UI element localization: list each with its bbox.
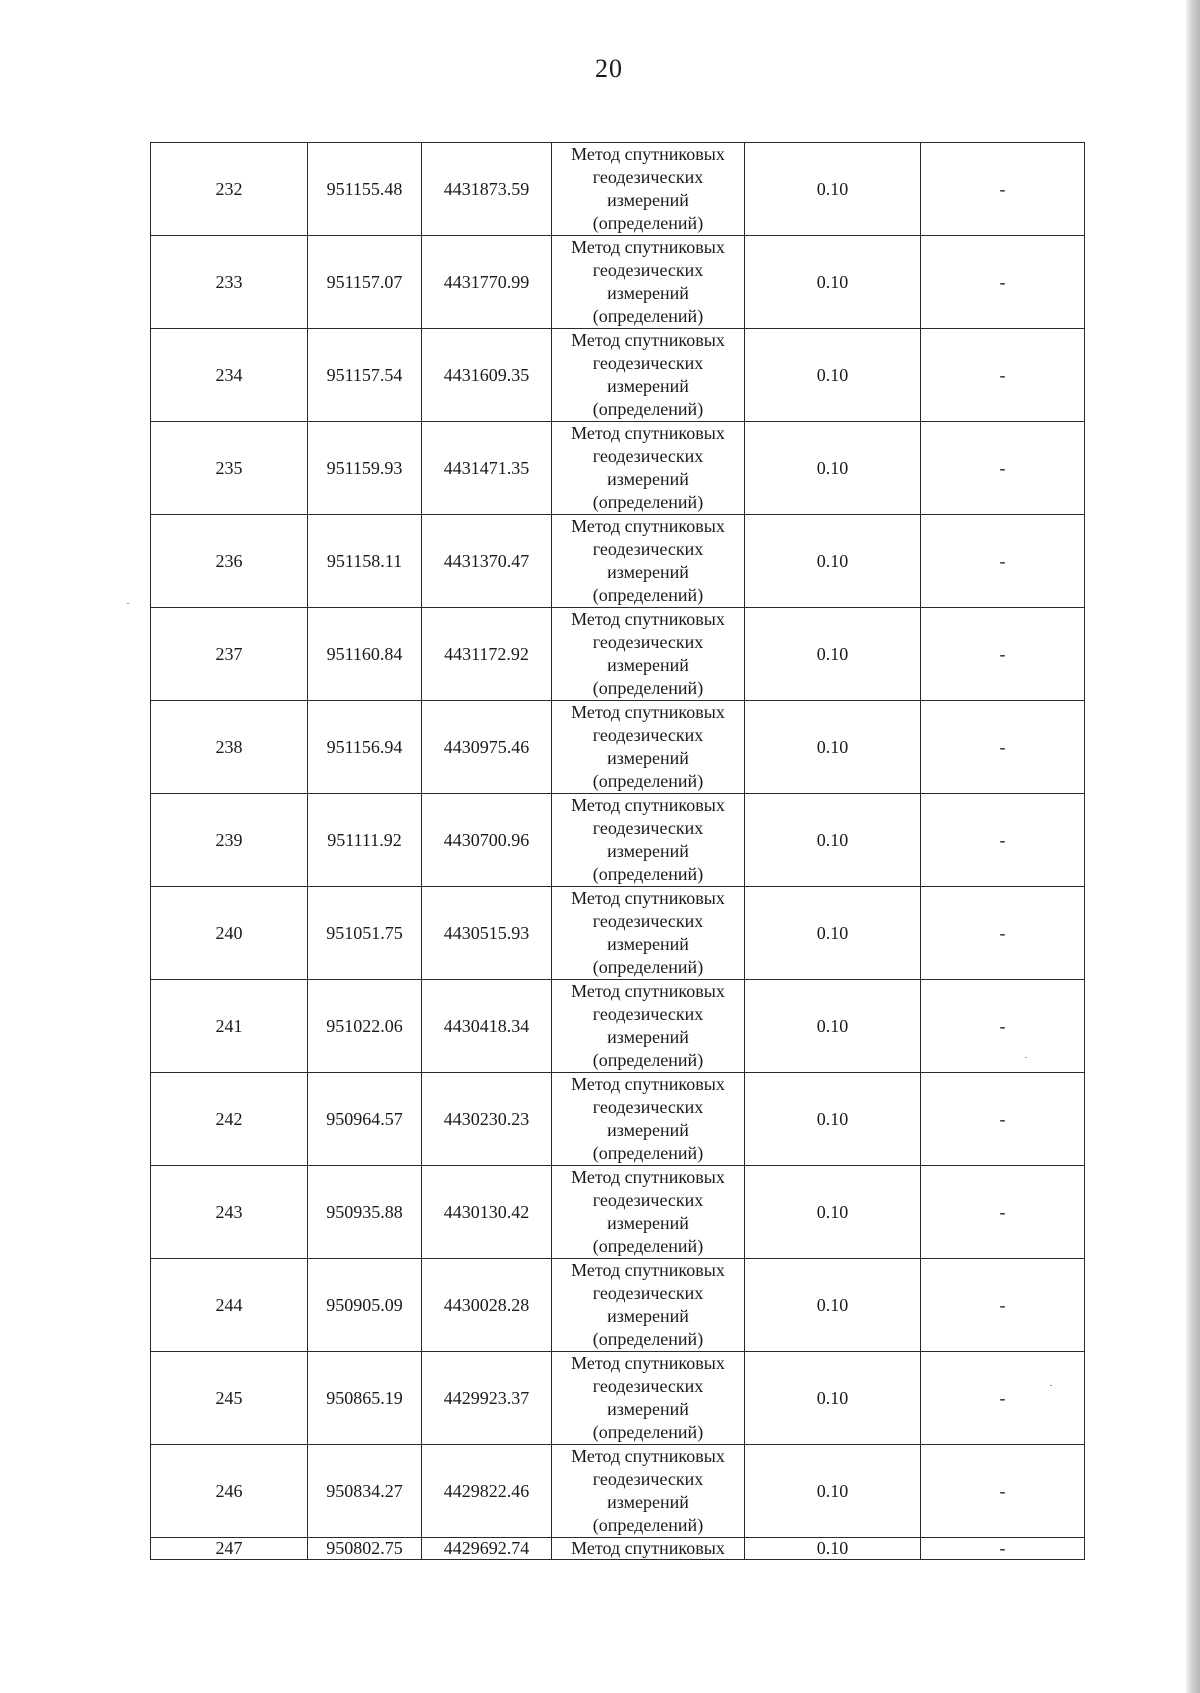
- method-line: геодезических: [592, 446, 704, 466]
- y-coordinate-cell: 4431609.35: [422, 329, 552, 422]
- y-coordinate-cell: 4430028.28: [422, 1259, 552, 1352]
- x-coordinate-cell: 951111.92: [308, 794, 422, 887]
- method-cell: [552, 329, 745, 422]
- y-coordinate-cell: 4430515.93: [422, 887, 552, 980]
- method-line: Метод спутниковых: [571, 1538, 725, 1558]
- x-coordinate-cell: 950905.09: [308, 1259, 422, 1352]
- method-line: измерений: [607, 934, 689, 954]
- y-coordinate-cell: 4431873.59: [422, 143, 552, 236]
- table-row: [151, 608, 1085, 701]
- y-coordinate-cell: 4430700.96: [422, 794, 552, 887]
- description-cell: -: [921, 1166, 1085, 1259]
- method-line: (определений): [592, 1422, 704, 1442]
- method-line: измерений: [607, 376, 689, 396]
- method-line: геодезических: [592, 1004, 704, 1024]
- accuracy-cell: 0.10: [745, 1166, 921, 1259]
- method-cell: [552, 887, 745, 980]
- y-coordinate-cell: 4430975.46: [422, 701, 552, 794]
- table-row: [151, 1352, 1085, 1445]
- x-coordinate-cell: 951155.48: [308, 143, 422, 236]
- point-number-cell: 240: [151, 887, 308, 980]
- method-cell: [552, 1352, 745, 1445]
- description-cell: -: [921, 329, 1085, 422]
- page-number: 20: [595, 54, 623, 83]
- method-line: измерений: [607, 283, 689, 303]
- x-coordinate-cell: 950964.57: [308, 1073, 422, 1166]
- method-line: Метод спутниковых: [571, 144, 725, 164]
- method-cell: [552, 701, 745, 794]
- method-line: (определений): [592, 492, 704, 512]
- method-line: измерений: [607, 748, 689, 768]
- point-number-cell: 244: [151, 1259, 308, 1352]
- method-line: геодезических: [592, 260, 704, 280]
- method-line: геодезических: [592, 1376, 704, 1396]
- method-cell: [552, 980, 745, 1073]
- method-line: (определений): [592, 1143, 704, 1163]
- method-line: измерений: [607, 469, 689, 489]
- accuracy-cell: 0.10: [745, 887, 921, 980]
- table-row: [151, 422, 1085, 515]
- y-coordinate-cell: 4429822.46: [422, 1445, 552, 1538]
- table-row: [151, 887, 1085, 980]
- method-cell: [552, 1073, 745, 1166]
- accuracy-cell: 0.10: [745, 1259, 921, 1352]
- x-coordinate-cell: 950834.27: [308, 1445, 422, 1538]
- method-line: Метод спутниковых: [571, 330, 725, 350]
- x-coordinate-cell: 951022.06: [308, 980, 422, 1073]
- method-line: Метод спутниковых: [571, 1260, 725, 1280]
- method-line: Метод спутниковых: [571, 1074, 725, 1094]
- accuracy-cell: 0.10: [745, 329, 921, 422]
- method-line: Метод спутниковых: [571, 237, 725, 257]
- coordinates-table: [150, 142, 1085, 1560]
- y-coordinate-cell: 4430130.42: [422, 1166, 552, 1259]
- point-number-cell: 243: [151, 1166, 308, 1259]
- table-row: [151, 236, 1085, 329]
- y-coordinate-cell: 4431370.47: [422, 515, 552, 608]
- scan-speck: [1050, 1385, 1052, 1386]
- method-line: геодезических: [592, 1283, 704, 1303]
- y-coordinate-cell: 4429692.74: [422, 1538, 552, 1560]
- method-line: Метод спутниковых: [571, 888, 725, 908]
- method-line: (определений): [592, 585, 704, 605]
- point-number-cell: 241: [151, 980, 308, 1073]
- method-line: (определений): [592, 1329, 704, 1349]
- description-cell: -: [921, 980, 1085, 1073]
- description-cell: -: [921, 794, 1085, 887]
- method-line: измерений: [607, 1306, 689, 1326]
- method-line: (определений): [592, 957, 704, 977]
- method-cell: [552, 794, 745, 887]
- accuracy-cell: 0.10: [745, 422, 921, 515]
- description-cell: -: [921, 608, 1085, 701]
- method-cell: [552, 1259, 745, 1352]
- accuracy-cell: 0.10: [745, 608, 921, 701]
- method-cell: [552, 515, 745, 608]
- method-line: Метод спутниковых: [571, 423, 725, 443]
- method-cell: [552, 1166, 745, 1259]
- accuracy-cell: 0.10: [745, 701, 921, 794]
- method-line: измерений: [607, 190, 689, 210]
- accuracy-cell: 0.10: [745, 1445, 921, 1538]
- table-body: [151, 143, 1085, 1560]
- x-coordinate-cell: 951051.75: [308, 887, 422, 980]
- point-number-cell: 235: [151, 422, 308, 515]
- table-row: [151, 1259, 1085, 1352]
- point-number-cell: 232: [151, 143, 308, 236]
- method-line: геодезических: [592, 353, 704, 373]
- method-line: измерений: [607, 1399, 689, 1419]
- x-coordinate-cell: 951157.54: [308, 329, 422, 422]
- point-number-cell: 233: [151, 236, 308, 329]
- description-cell: -: [921, 422, 1085, 515]
- point-number-cell: 247: [151, 1538, 308, 1560]
- table-row: [151, 980, 1085, 1073]
- table-row: [151, 1538, 1085, 1560]
- description-cell: -: [921, 701, 1085, 794]
- y-coordinate-cell: 4431770.99: [422, 236, 552, 329]
- method-line: (определений): [592, 864, 704, 884]
- method-line: измерений: [607, 841, 689, 861]
- point-number-cell: 245: [151, 1352, 308, 1445]
- y-coordinate-cell: 4429923.37: [422, 1352, 552, 1445]
- y-coordinate-cell: 4431172.92: [422, 608, 552, 701]
- point-number-cell: 242: [151, 1073, 308, 1166]
- method-line: (определений): [592, 678, 704, 698]
- method-line: геодезических: [592, 1469, 704, 1489]
- y-coordinate-cell: 4430418.34: [422, 980, 552, 1073]
- description-cell: -: [921, 515, 1085, 608]
- accuracy-cell: 0.10: [745, 794, 921, 887]
- method-line: (определений): [592, 1515, 704, 1535]
- method-line: геодезических: [592, 632, 704, 652]
- table-row: [151, 794, 1085, 887]
- method-line: измерений: [607, 655, 689, 675]
- x-coordinate-cell: 951157.07: [308, 236, 422, 329]
- method-line: Метод спутниковых: [571, 1353, 725, 1373]
- table-row: [151, 143, 1085, 236]
- method-line: (определений): [592, 1050, 704, 1070]
- method-line: (определений): [592, 1236, 704, 1256]
- description-cell: -: [921, 1538, 1085, 1560]
- y-coordinate-cell: 4430230.23: [422, 1073, 552, 1166]
- method-line: Метод спутниковых: [571, 1446, 725, 1466]
- method-line: измерений: [607, 1492, 689, 1512]
- method-line: геодезических: [592, 1190, 704, 1210]
- method-cell: [552, 1445, 745, 1538]
- y-coordinate-cell: 4431471.35: [422, 422, 552, 515]
- scan-speck: [1025, 1057, 1027, 1058]
- method-line: Метод спутниковых: [571, 981, 725, 1001]
- method-line: измерений: [607, 562, 689, 582]
- accuracy-cell: 0.10: [745, 143, 921, 236]
- method-line: геодезических: [592, 818, 704, 838]
- method-cell: [552, 236, 745, 329]
- accuracy-cell: 0.10: [745, 1352, 921, 1445]
- x-coordinate-cell: 950865.19: [308, 1352, 422, 1445]
- table-row: [151, 701, 1085, 794]
- description-cell: -: [921, 143, 1085, 236]
- method-cell: [552, 608, 745, 701]
- method-line: геодезических: [592, 725, 704, 745]
- point-number-cell: 238: [151, 701, 308, 794]
- description-cell: -: [921, 1073, 1085, 1166]
- method-cell: [552, 1538, 745, 1560]
- point-number-cell: 237: [151, 608, 308, 701]
- x-coordinate-cell: 951159.93: [308, 422, 422, 515]
- accuracy-cell: 0.10: [745, 1073, 921, 1166]
- description-cell: -: [921, 887, 1085, 980]
- x-coordinate-cell: 951156.94: [308, 701, 422, 794]
- method-line: (определений): [592, 771, 704, 791]
- method-line: Метод спутниковых: [571, 516, 725, 536]
- method-cell: [552, 422, 745, 515]
- method-line: измерений: [607, 1027, 689, 1047]
- point-number-cell: 246: [151, 1445, 308, 1538]
- table-row: [151, 1445, 1085, 1538]
- accuracy-cell: 0.10: [745, 1538, 921, 1560]
- table-row: [151, 1073, 1085, 1166]
- method-line: Метод спутниковых: [571, 1167, 725, 1187]
- scan-speck: [127, 603, 129, 604]
- table-row: [151, 329, 1085, 422]
- accuracy-cell: 0.10: [745, 515, 921, 608]
- method-line: геодезических: [592, 539, 704, 559]
- page-edge-shadow: [1186, 0, 1200, 1693]
- x-coordinate-cell: 950802.75: [308, 1538, 422, 1560]
- method-line: (определений): [592, 213, 704, 233]
- x-coordinate-cell: 951160.84: [308, 608, 422, 701]
- description-cell: -: [921, 1259, 1085, 1352]
- method-line: Метод спутниковых: [571, 795, 725, 815]
- method-line: (определений): [592, 399, 704, 419]
- description-cell: -: [921, 1445, 1085, 1538]
- table-row: [151, 515, 1085, 608]
- method-line: Метод спутниковых: [571, 702, 725, 722]
- point-number-cell: 239: [151, 794, 308, 887]
- accuracy-cell: 0.10: [745, 980, 921, 1073]
- method-line: измерений: [607, 1213, 689, 1233]
- method-line: (определений): [592, 306, 704, 326]
- method-line: Метод спутниковых: [571, 609, 725, 629]
- x-coordinate-cell: 951158.11: [308, 515, 422, 608]
- description-cell: -: [921, 1352, 1085, 1445]
- description-cell: -: [921, 236, 1085, 329]
- table-row: [151, 1166, 1085, 1259]
- method-line: геодезических: [592, 167, 704, 187]
- point-number-cell: 236: [151, 515, 308, 608]
- x-coordinate-cell: 950935.88: [308, 1166, 422, 1259]
- method-line: геодезических: [592, 911, 704, 931]
- method-line: геодезических: [592, 1097, 704, 1117]
- point-number-cell: 234: [151, 329, 308, 422]
- method-line: измерений: [607, 1120, 689, 1140]
- method-cell: [552, 143, 745, 236]
- accuracy-cell: 0.10: [745, 236, 921, 329]
